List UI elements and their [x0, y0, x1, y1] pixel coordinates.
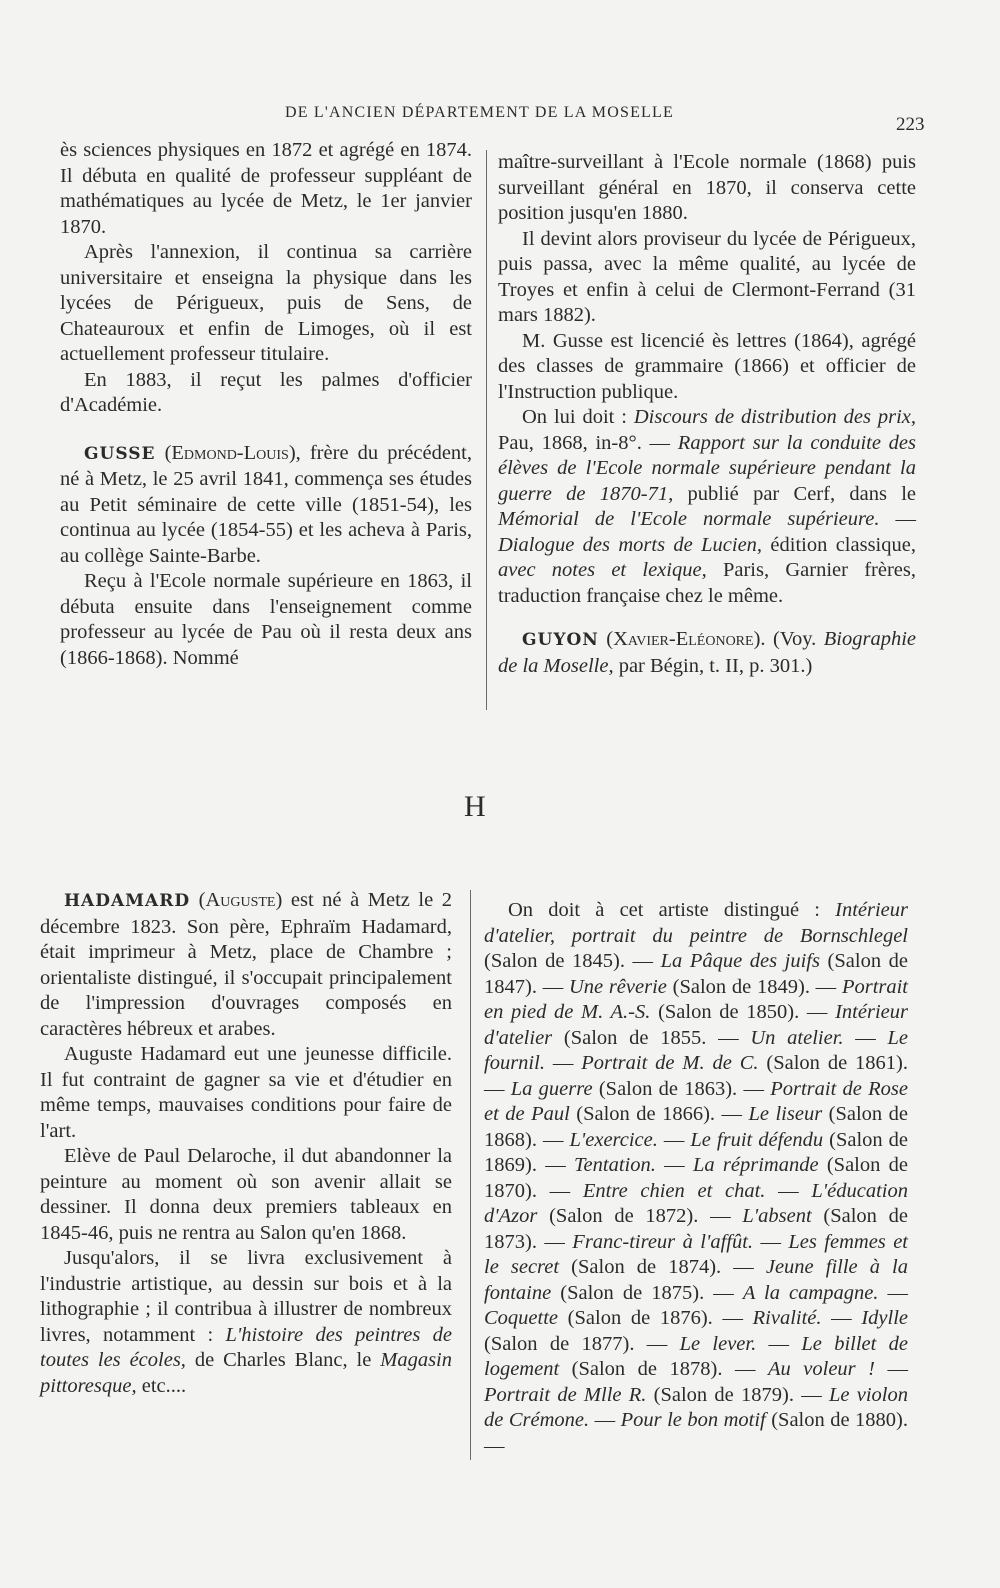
text-run: Paris, Garnier frères, traduction française chez le même. — [498, 559, 916, 607]
italic-title: Le violon de Crémone. — [484, 1383, 908, 1431]
paragraph: Auguste Hadamard eut une jeunesse difficile. Il fut contraint de gagner sa vie et d'étudier en même temps, mauvaises conditions pour faire de l'art. — [40, 1043, 452, 1142]
italic-title: L'absent — [742, 1205, 812, 1227]
text-run: — — [753, 1230, 789, 1253]
text-run: (Salon de 1850). — — [650, 1001, 836, 1023]
column-divider-top — [486, 150, 487, 710]
italic-title: La Pâque des juifs — [660, 950, 820, 972]
text-run: — — [589, 1409, 621, 1431]
italic-title: Un atelier. — [750, 1026, 844, 1049]
italic-title: Portrait de Mlle R. — [484, 1383, 647, 1406]
paragraph-works — [498, 405, 916, 609]
text-run: On lui doit : — [522, 406, 634, 428]
text-run: (Salon de 1880). — — [484, 1409, 909, 1457]
entry-gusse — [60, 441, 472, 570]
text-run: (Salon de 1869). — — [484, 1128, 909, 1176]
italic-title: Tentation. — [574, 1154, 656, 1176]
italic-title: avec notes et lexique, — [498, 559, 707, 581]
text-run: édition classique, — [762, 533, 916, 556]
text-run: (Salon de 1879). — — [646, 1383, 829, 1406]
text-run: par Bégin, t. II, p. 301.) — [613, 654, 813, 677]
column-top-left — [60, 138, 472, 671]
italic-title: Portrait de Rose et de Paul — [484, 1077, 909, 1125]
entry-hadamard — [40, 888, 452, 1042]
text-run: Pau, 1868, in-8°. — — [498, 431, 678, 454]
italic-title: Entre chien et chat. — [582, 1179, 766, 1202]
paragraph: Reçu à l'Ecole normale supérieure en 1863, il débuta ensuite dans l'enseignement comme professeur au lycée de Pau où il resta deux ans (1866-1868). Nommé — [60, 570, 472, 669]
italic-title: L'histoire des peintres de toutes les écoles, — [40, 1323, 452, 1371]
entry-given-names: (Edmond-Louis) — [164, 441, 296, 464]
works-list — [484, 898, 908, 1459]
section-letter: H — [464, 790, 486, 823]
column-bottom-left — [40, 888, 452, 1399]
text-run: (Salon de 1872). — — [537, 1205, 743, 1227]
running-title: DE L'ANCIEN DÉPARTEMENT DE LA MOSELLE — [285, 104, 674, 121]
entry-text: est né à Metz le 2 décembre 1823. Son père, Ephraïm Hadamard, était imprimeur à Metz, place de Chambre ; orientaliste distingué, il s'occupait principalement de l'impression d'ouvrages composés en caractères hébreux et arabes. — [40, 889, 453, 1040]
italic-title: Au voleur ! — [768, 1358, 875, 1380]
text-run: — — [756, 1332, 802, 1355]
italic-title: Le billet de logement — [484, 1332, 908, 1380]
column-divider-bottom — [470, 890, 471, 1460]
paragraph: ès sciences physiques en 1872 et agrégé en 1874. Il débuta en qualité de professeur suppléant de mathématiques au lycée de Metz, le 1er janvier 1870. — [60, 139, 472, 238]
italic-title: Rapport sur la conduite des élèves de l'Ecole normale supérieure pendant la guerre de 1870-71, — [498, 431, 916, 505]
paragraph — [40, 1246, 452, 1399]
italic-title: La réprimande — [692, 1154, 819, 1176]
text-run: etc.... — [136, 1374, 187, 1397]
text-run: publié par Cerf, dans le — [673, 482, 916, 505]
italic-title: Jeune fille à la fontaine — [484, 1256, 909, 1304]
text-run: — — [655, 1154, 693, 1176]
italic-title: Intérieur d'atelier, portrait du peintre de Bornschlegel — [484, 899, 908, 947]
text-run: (Salon de 1866). — — [569, 1103, 749, 1125]
paragraph: maître-surveillant à l'Ecole normale (1868) puis surveillant général en 1870, il conserva cette position jusqu'en 1880. — [498, 151, 916, 224]
entry-name: GUSSE — [84, 443, 156, 464]
text-run: (Salon de 1845). — — [484, 950, 661, 972]
page-number: 223 — [896, 114, 925, 135]
text-run: (Salon de 1847). — — [484, 950, 908, 998]
italic-title: Discours de distribution des prix, — [633, 406, 916, 428]
text-run: (Salon de 1876). — — [558, 1307, 753, 1329]
italic-title: Rivalité. — [752, 1307, 822, 1329]
text-run: — — [879, 508, 917, 530]
text-run: — — [843, 1026, 888, 1049]
italic-title: Magasin pittoresque, — [40, 1349, 452, 1397]
italic-title: Franc-tireur à l'affût. — [572, 1230, 754, 1253]
text-run: (Salon de 1855. — — [552, 1026, 751, 1049]
italic-title: L'éducation d'Azor — [484, 1179, 908, 1227]
entry-guyon — [498, 627, 916, 679]
italic-title: Idylle — [861, 1307, 908, 1329]
text-run: — — [657, 1128, 691, 1151]
italic-title: Dialogue des morts de Lucien, — [498, 533, 763, 556]
italic-title: Biographie de la Moselle, — [498, 628, 916, 677]
italic-title: Le fruit défendu — [690, 1128, 824, 1151]
column-bottom-right — [484, 898, 908, 1459]
italic-title: A la campagne. — [742, 1281, 879, 1304]
entry-name: HADAMARD — [64, 891, 191, 911]
text-run: — — [821, 1307, 862, 1329]
text-run: — — [874, 1358, 908, 1380]
text-run: de Charles Blanc, le — [185, 1349, 381, 1371]
italic-title: Le liseur — [748, 1103, 823, 1125]
column-top-right — [498, 150, 916, 679]
italic-title: Une rêverie — [568, 975, 667, 998]
italic-title: La guerre — [510, 1077, 593, 1100]
italic-title: Portrait en pied de M. A.-S. — [484, 975, 909, 1023]
italic-title: Le fournil. — [484, 1026, 909, 1074]
italic-title: L'exercice. — [569, 1128, 658, 1151]
text-run: Jusqu'alors, il se livra exclusivement à l'industrie artistique, au dessin sur bois et à la lithographie ; il contribua à illustrer de nombreux livres, notamment : — [40, 1247, 452, 1346]
entry-text: , frère du précédent, né à Metz, le 25 avril 1841, commença ses études au Petit séminaire de cette ville (1851-54), les continua au lycée (1854-55) et les acheva à Paris, au collège Sainte-Barbe. — [60, 441, 472, 567]
text-run: (Salon de 1870). — — [484, 1154, 908, 1202]
text-run: — — [544, 1052, 582, 1074]
paragraph: En 1883, il reçut les palmes d'officier d'Académie. — [60, 368, 472, 416]
paragraph: Après l'annexion, il continua sa carrière universitaire et enseigna la physique dans les lycées de Périgueux, puis de Sens, de Chateauroux et enfin de Limoges, où il est actuellement professeur titulaire. — [60, 241, 472, 365]
entry-given-names: (Auguste) — [198, 889, 283, 911]
text-run: (Salon de 1877). — — [484, 1332, 680, 1355]
text-run: (Salon de 1849). — — [666, 975, 842, 998]
italic-title: Mémorial de l'Ecole normale supérieure. — [498, 508, 880, 530]
text-run: (Salon de 1873). — — [484, 1205, 909, 1253]
italic-title: Intérieur d'atelier — [484, 1001, 908, 1049]
paragraph: Il devint alors proviseur du lycée de Périgueux, puis passa, avec la même qualité, au lycée de Troyes et enfin à celui de Clermont-Ferrand (31 mars 1882). — [498, 227, 916, 326]
text-run: (Salon de 1878). — — [559, 1358, 768, 1380]
italic-title: Pour le bon motif — [620, 1409, 766, 1431]
text-run: On doit à cet artiste distingué : — [508, 899, 836, 921]
paragraph: M. Gusse est licencié ès lettres (1864), agrégé des classes de grammaire (1866) et officier de l'Instruction publique. — [498, 329, 916, 403]
text-run: (Salon de 1874). — — [559, 1256, 766, 1278]
italic-title: Coquette — [484, 1307, 559, 1329]
entry-given-names: (Xavier-Eléonore) — [606, 628, 761, 650]
text-run: (Salon de 1861). — — [484, 1052, 909, 1100]
text-run: — — [765, 1179, 812, 1202]
italic-title: Le lever. — [679, 1332, 757, 1355]
text-run: (Salon de 1868). — — [484, 1103, 908, 1151]
text-run: . (Voy. — [760, 628, 824, 650]
text-run: — — [878, 1281, 908, 1304]
text-run: (Salon de 1863). — — [592, 1077, 771, 1100]
text-run: (Salon de 1875). — — [551, 1281, 743, 1304]
italic-title: Portrait de M. de C. — [581, 1052, 759, 1074]
italic-title: Les femmes et le secret — [484, 1230, 908, 1278]
entry-name: GUYON — [522, 630, 599, 650]
paragraph: Elève de Paul Delaroche, il dut abandonner la peinture au moment où son avenir allait se dessiner. Il donna deux premiers tableaux en 1845-46, puis ne rentra au Salon qu'en 1868. — [40, 1145, 452, 1244]
